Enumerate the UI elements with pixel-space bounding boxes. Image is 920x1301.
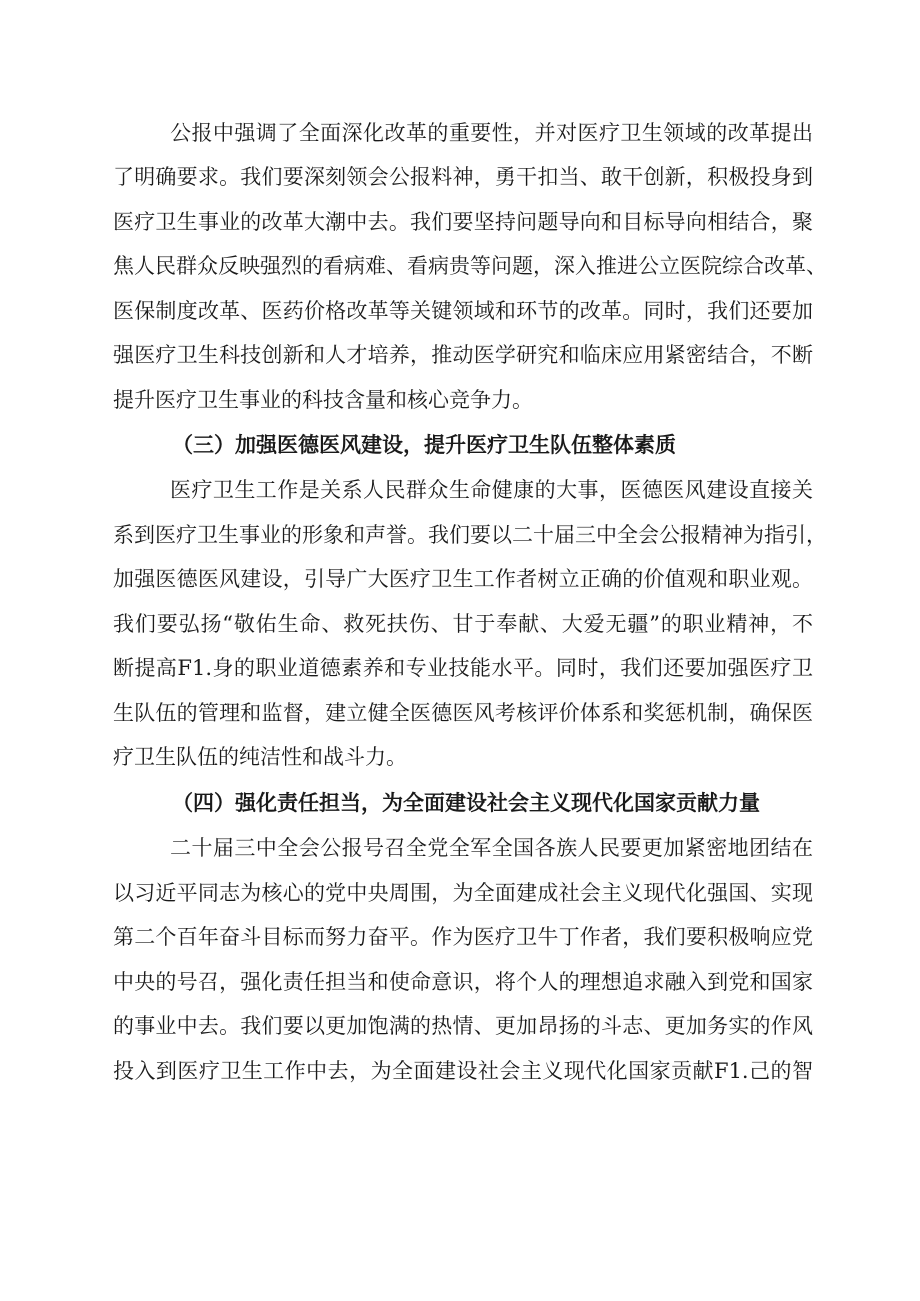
paragraph-line: 医保制度改革、医药价格改革等关键领域和环节的改革。同时，我们还要加 — [113, 299, 813, 323]
paragraph-line: 中央的号召，强化责任担当和使命意识，将个人的理想追求融入到党和国家 — [113, 970, 813, 994]
paragraph-line: 第二个百年奋斗目标而努力奋平。作为医疗卫牛丁作者，我们要积极响应党 — [113, 925, 813, 949]
paragraph-line: 疗卫生队伍的纯洁性和战斗力。 — [113, 745, 407, 769]
paragraph-line: 生队伍的管理和监督，建立健全医德医风考核评价体系和奖惩机制，确保医 — [113, 701, 813, 725]
paragraph-line: 我们要弘扬“敬佑生命、救死扶伤、甘于奉献、大爱无疆”的职业精神，不 — [113, 612, 813, 636]
paragraph-line: 二十届三中全会公报号召全党全军全国各族人民要更加紧密地团结在 — [170, 836, 813, 860]
paragraph-line: 断提高F1.身的职业道德素养和专业技能水平。同时，我们还要加强医疗卫 — [113, 656, 813, 680]
paragraph-line: 了明确要求。我们要深刻领会公报料神，勇干扣当、敢干创新，积极投身到 — [113, 165, 813, 189]
paragraph-line: 焦人民群众反映强烈的看病难、看病贵等问题，深入推进公立医院综合改革、 — [113, 254, 827, 278]
section-heading-4: （四）强化责任担当，为全面建设社会主义现代化国家贡献力量 — [172, 791, 760, 815]
paragraph-line: 系到医疗卫生事业的形象和声誉。我们要以二十届三中全会公报精神为指引， — [113, 523, 827, 547]
paragraph-line: 以习近平同志为核心的党中央周围，为全面建成社会主义现代化强国、实现 — [113, 881, 813, 905]
paragraph-line: 医疗卫生工作是关系人民群众生命健康的大事，医德医风建设直接关 — [170, 478, 813, 502]
paragraph-line: 强医疗卫生科技创新和人才培养，推动医学研究和临床应用紧密结合，不断 — [113, 343, 813, 367]
paragraph-line: 投入到医疗卫生工作中去，为全面建设社会主义现代化国家贡献F1.己的智 — [113, 1059, 813, 1083]
paragraph-line: 公报中强调了全面深化改革的重要性，并对医疗卫生领域的改革提出 — [170, 121, 813, 145]
section-heading-3: （三）加强医德医风建设，提升医疗卫生队伍整体素质 — [172, 433, 676, 457]
paragraph-line: 医疗卫生事业的改革大潮中去。我们要坚持问题导向和目标导向相结合，聚 — [113, 210, 813, 234]
paragraph-line: 加强医德医风建设，引导广大医疗卫生工作者树立正确的价值观和职业观。 — [113, 567, 813, 591]
paragraph-line: 的事业中去。我们要以更加饱满的热情、更加昂扬的斗志、更加务实的作风 — [113, 1014, 813, 1038]
paragraph-line: 提升医疗卫生事业的科技含量和核心竞争力。 — [113, 388, 533, 412]
